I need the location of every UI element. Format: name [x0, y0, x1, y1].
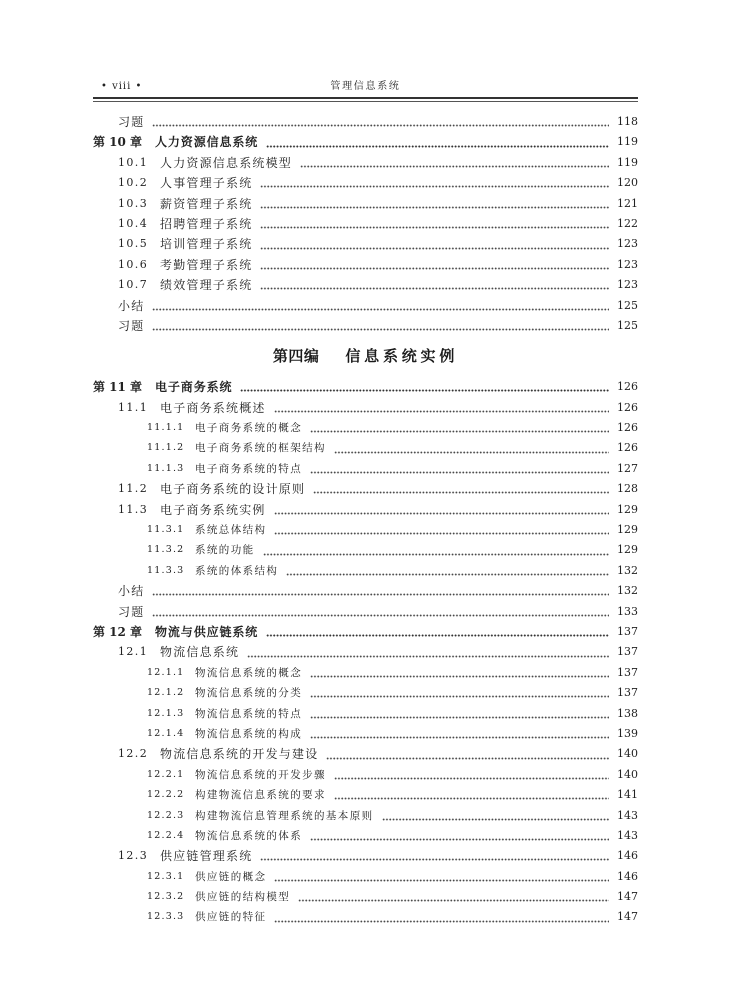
toc-entry-subsection	[93, 887, 638, 907]
entry-page-number: 143	[617, 828, 638, 842]
dot-leader	[260, 234, 609, 254]
entry-number: 第 10 章	[93, 135, 143, 150]
entry-title: 招聘管理子系统	[160, 216, 253, 231]
dot-leader	[286, 561, 609, 581]
entry-page-number: 129	[617, 523, 638, 537]
dot-leader	[334, 765, 609, 785]
entry-number: 12.2.2	[147, 789, 185, 801]
entry-number: 12.3.2	[147, 891, 185, 903]
table-of-contents	[93, 112, 638, 928]
toc-entry-section	[93, 500, 638, 520]
entry-page-number: 132	[617, 563, 638, 577]
entry-title: 供应链管理系统	[160, 849, 253, 864]
toc-entry-section	[93, 194, 638, 214]
entry-page-number: 125	[617, 318, 638, 332]
entry-page-number: 141	[617, 788, 638, 802]
toc-entry-subsection	[93, 806, 638, 826]
dot-leader	[310, 459, 609, 479]
entry-title: 电子商务系统概述	[160, 400, 266, 415]
dot-leader	[334, 438, 609, 458]
entry-number: 10.7	[118, 278, 149, 292]
entry-page-number: 143	[617, 808, 638, 822]
dot-leader	[310, 663, 609, 683]
entry-number: 10.5	[118, 237, 149, 251]
toc-entry-section	[93, 642, 638, 662]
entry-title: 物流信息系统的分类	[195, 687, 303, 700]
dot-leader	[313, 479, 609, 499]
dot-leader	[152, 581, 609, 601]
dot-leader	[152, 602, 609, 622]
entry-title: 考勤管理子系统	[160, 257, 253, 272]
toc-entry-subsection	[93, 459, 638, 479]
entry-page-number: 146	[617, 849, 638, 863]
dot-leader	[260, 214, 609, 234]
toc-entry-section	[93, 153, 638, 173]
entry-number: 10.3	[118, 196, 149, 210]
entry-page-number: 122	[617, 216, 638, 230]
toc-entry-section	[93, 275, 638, 295]
entry-title: 系统的体系结构	[195, 564, 279, 577]
part-title: 信息系统实例	[345, 347, 459, 366]
toc-entry-section	[93, 296, 638, 316]
entry-number: 12.1.1	[147, 666, 185, 678]
entry-page-number: 126	[617, 421, 638, 435]
running-header	[93, 79, 638, 95]
entry-page-number: 137	[617, 665, 638, 679]
dot-leader	[247, 642, 609, 662]
entry-title: 绩效管理子系统	[160, 278, 253, 293]
entry-title: 习题	[118, 318, 145, 333]
toc-entry-section	[93, 398, 638, 418]
entry-page-number: 118	[617, 115, 638, 128]
entry-title: 习题	[118, 604, 145, 619]
entry-title: 小结	[118, 298, 145, 313]
toc-entry-subsection	[93, 785, 638, 805]
toc-entry-section	[93, 479, 638, 499]
entry-number: 12.2	[118, 747, 149, 761]
entry-page-number: 140	[617, 747, 638, 761]
entry-title: 供应链的结构模型	[195, 891, 291, 904]
toc-entry-subsection	[93, 765, 638, 785]
entry-page-number: 123	[617, 278, 638, 292]
entry-number: 11.3	[118, 502, 149, 516]
entry-page-number: 126	[617, 380, 638, 394]
entry-number: 11.2	[118, 482, 149, 496]
entry-number: 12.2.4	[147, 829, 185, 841]
dot-leader	[260, 173, 609, 193]
entry-number: 12.1.4	[147, 727, 185, 739]
entry-number: 12.3.1	[147, 870, 185, 882]
dot-leader	[266, 132, 609, 152]
entry-page-number: 138	[617, 706, 638, 720]
toc-entry-section	[93, 255, 638, 275]
entry-page-number: 146	[617, 869, 638, 883]
entry-title: 人事管理子系统	[160, 176, 253, 191]
entry-number: 12.1.3	[147, 707, 185, 719]
entry-page-number: 132	[617, 584, 638, 598]
entry-page-number: 139	[617, 726, 638, 740]
dot-leader	[326, 744, 609, 764]
entry-page-number: 121	[617, 196, 638, 210]
entry-title: 电子商务系统的框架结构	[195, 442, 326, 455]
toc-entry-subsection	[93, 724, 638, 744]
dot-leader	[310, 724, 609, 744]
entry-title: 培训管理子系统	[160, 237, 253, 252]
dot-leader	[274, 398, 609, 418]
entry-number: 第 11 章	[93, 380, 143, 395]
toc-entry-section	[93, 744, 638, 764]
dot-leader	[263, 540, 610, 560]
header-rule-thin	[93, 101, 638, 102]
dot-leader	[260, 194, 609, 214]
entry-title: 物流信息系统的构成	[195, 727, 303, 740]
toc-entry-section	[93, 316, 638, 336]
entry-page-number: 137	[617, 686, 638, 700]
entry-number: 12.2.1	[147, 768, 185, 780]
dot-leader	[334, 785, 609, 805]
entry-title: 物流信息系统的体系	[195, 829, 303, 842]
entry-title: 人力资源信息系统	[155, 135, 259, 150]
entry-number: 12.3	[118, 849, 149, 863]
toc-entry-subsection	[93, 704, 638, 724]
dot-leader	[310, 826, 609, 846]
toc-entry-subsection	[93, 663, 638, 683]
entry-number: 10.6	[118, 257, 149, 271]
entry-title: 系统的功能	[195, 544, 255, 557]
dot-leader	[260, 275, 609, 295]
entry-number: 12.2.3	[147, 809, 185, 821]
entry-title: 小结	[118, 584, 145, 599]
entry-page-number: 147	[617, 910, 638, 924]
dot-leader	[274, 520, 609, 540]
entry-page-number: 123	[617, 237, 638, 251]
dot-leader	[240, 377, 609, 397]
entry-page-number: 140	[617, 767, 638, 781]
toc-entry-subsection	[93, 867, 638, 887]
entry-number: 11.1.1	[147, 422, 185, 434]
entry-title: 物流信息系统的概念	[195, 666, 303, 679]
entry-page-number: 119	[617, 155, 638, 169]
dot-leader	[152, 296, 609, 316]
entry-number: 12.1	[118, 645, 149, 659]
entry-page-number: 126	[617, 441, 638, 455]
dot-leader	[274, 907, 609, 927]
entry-page-number: 137	[617, 624, 638, 638]
toc-entry-subsection	[93, 540, 638, 560]
toc-entry-chapter	[93, 132, 638, 152]
entry-title: 电子商务系统的概念	[195, 422, 303, 435]
entry-title: 物流信息系统	[160, 645, 240, 660]
part-heading	[93, 336, 638, 377]
entry-title: 系统总体结构	[195, 524, 267, 537]
dot-leader	[310, 704, 609, 724]
entry-page-number: 125	[617, 298, 638, 312]
entry-title: 供应链的特征	[195, 911, 267, 924]
entry-number: 11.3.2	[147, 544, 185, 556]
part-number: 第四编	[272, 347, 320, 366]
entry-page-number: 127	[617, 461, 638, 475]
toc-entry-subsection	[93, 418, 638, 438]
entry-page-number: 128	[617, 482, 638, 496]
entry-number: 10.1	[118, 155, 149, 169]
dot-leader	[274, 500, 609, 520]
toc-entry-section	[93, 234, 638, 254]
page-number-label: • viii •	[101, 81, 143, 92]
entry-title: 构建物流信息系统的要求	[195, 789, 326, 802]
dot-leader	[260, 846, 609, 866]
toc-entry-section	[93, 602, 638, 622]
entry-number: 11.1	[118, 400, 149, 414]
dot-leader	[274, 867, 609, 887]
dot-leader	[300, 153, 609, 173]
entry-number: 12.1.2	[147, 687, 185, 699]
running-title: 管理信息系统	[330, 81, 401, 92]
dot-leader	[260, 255, 609, 275]
entry-number: 10.2	[118, 176, 149, 190]
entry-title: 薪资管理子系统	[160, 196, 253, 211]
entry-number: 11.3.1	[147, 524, 185, 536]
entry-number: 12.3.3	[147, 911, 185, 923]
entry-title: 物流信息系统的开发与建设	[160, 747, 319, 762]
toc-entry-section	[93, 112, 638, 132]
entry-title: 物流信息系统的开发步骤	[195, 768, 326, 781]
dot-leader	[152, 112, 609, 132]
entry-title: 电子商务系统的特点	[195, 462, 303, 475]
toc-entry-subsection	[93, 520, 638, 540]
entry-page-number: 126	[617, 400, 638, 414]
entry-page-number: 133	[617, 604, 638, 618]
entry-title: 电子商务系统实例	[160, 502, 266, 517]
entry-number: 11.3.3	[147, 564, 185, 576]
entry-page-number: 147	[617, 890, 638, 904]
dot-leader	[152, 316, 609, 336]
toc-entry-section	[93, 581, 638, 601]
entry-number: 10.4	[118, 216, 149, 230]
entry-page-number: 120	[617, 176, 638, 190]
header-rule-thick	[93, 97, 638, 99]
toc-entry-section	[93, 846, 638, 866]
toc-entry-section	[93, 173, 638, 193]
entry-number: 11.1.3	[147, 462, 185, 474]
entry-page-number: 123	[617, 257, 638, 271]
entry-title: 物流与供应链系统	[155, 624, 259, 639]
entry-page-number: 119	[617, 135, 638, 149]
entry-page-number: 129	[617, 543, 638, 557]
entry-title: 电子商务系统	[155, 380, 233, 395]
entry-number: 第 12 章	[93, 624, 143, 639]
entry-page-number: 137	[617, 645, 638, 659]
dot-leader	[310, 418, 609, 438]
entry-title: 供应链的概念	[195, 870, 267, 883]
toc-entry-subsection	[93, 683, 638, 703]
entry-title: 人力资源信息系统模型	[160, 155, 293, 170]
toc-entry-section	[93, 214, 638, 234]
entry-number: 11.1.2	[147, 442, 185, 454]
toc-entry-chapter	[93, 377, 638, 397]
dot-leader	[310, 683, 609, 703]
toc-entry-subsection	[93, 826, 638, 846]
dot-leader	[298, 887, 609, 907]
toc-entry-subsection	[93, 907, 638, 927]
entry-title: 电子商务系统的设计原则	[160, 482, 306, 497]
dot-leader	[266, 622, 609, 642]
toc-entry-subsection	[93, 561, 638, 581]
entry-title: 物流信息系统的特点	[195, 707, 303, 720]
toc-entry-subsection	[93, 438, 638, 458]
toc-entry-chapter	[93, 622, 638, 642]
dot-leader	[382, 806, 610, 826]
entry-page-number: 129	[617, 502, 638, 516]
entry-title: 习题	[118, 115, 145, 129]
entry-title: 构建物流信息管理系统的基本原则	[195, 809, 374, 822]
